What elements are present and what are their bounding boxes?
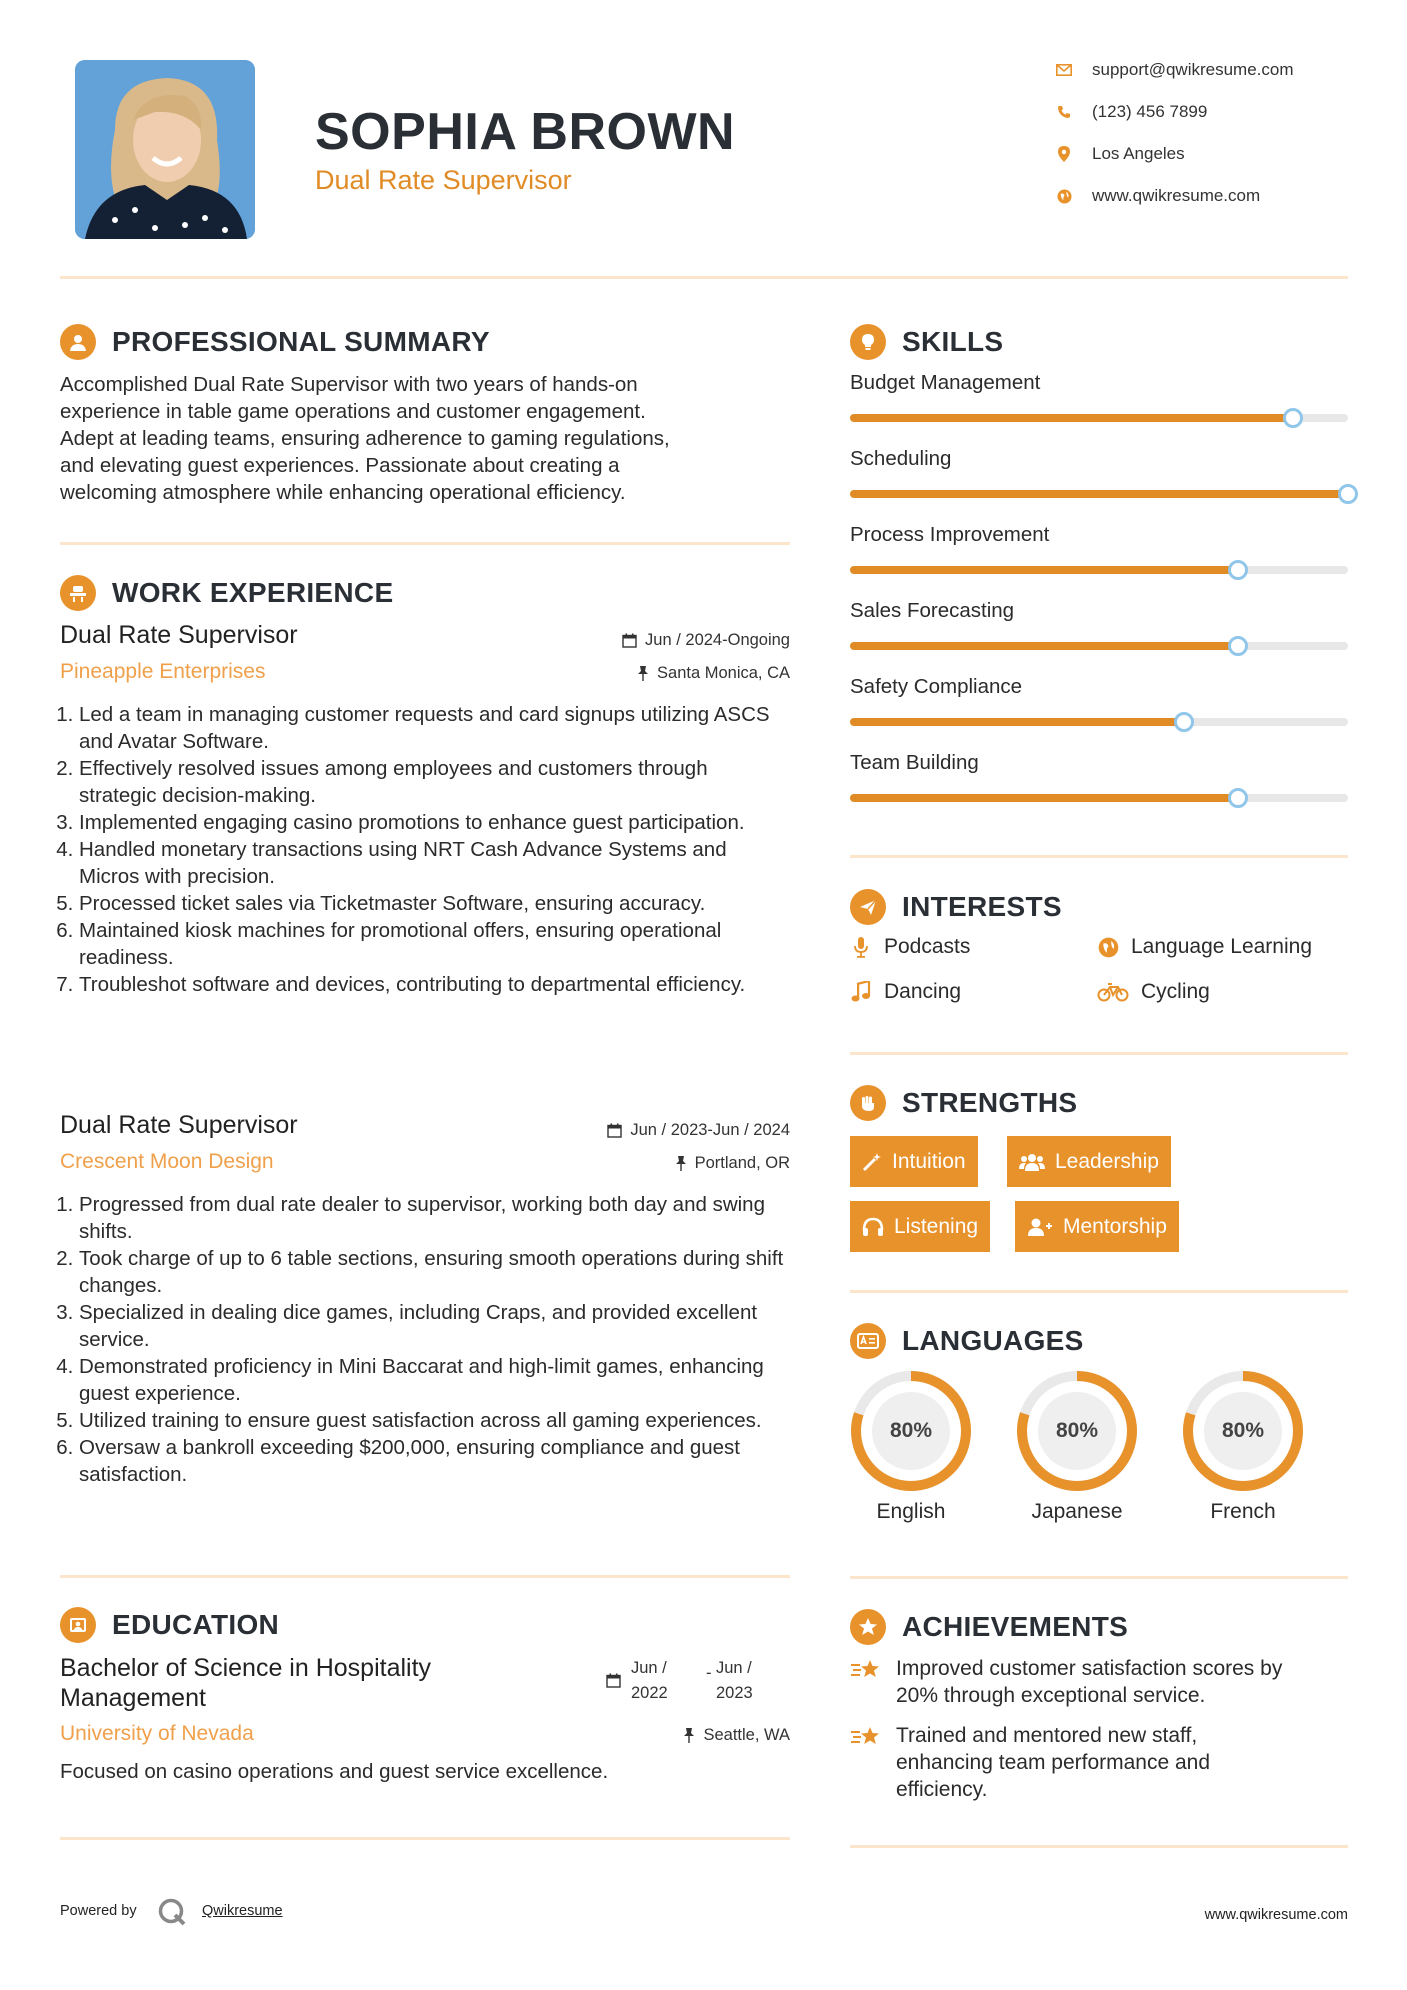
language-name: English <box>876 1500 946 1523</box>
footer-url[interactable]: www.qwikresume.com <box>1204 1907 1348 1923</box>
interest-item <box>850 980 961 1004</box>
skill-name: Team Building <box>850 751 979 774</box>
education-heading <box>60 1607 279 1643</box>
strength-tag <box>1007 1136 1171 1187</box>
section-divider <box>850 1290 1348 1293</box>
interest-label: Dancing <box>884 980 962 1003</box>
strength-tag <box>850 1136 978 1187</box>
job-date <box>500 631 790 650</box>
language-percent: 80% <box>1038 1392 1116 1470</box>
pushpin-icon <box>637 666 649 681</box>
language-name: Japanese <box>1031 1500 1123 1523</box>
globe-icon <box>1056 188 1072 204</box>
strengths-title: STRENGTHS <box>902 1087 1078 1118</box>
list-item: 2. Effectively resolved issues among employees and customers through strategic decision-making. <box>79 755 790 809</box>
date-line: 2022 <box>631 1684 668 1702</box>
bicycle-icon <box>1097 982 1129 1002</box>
summary-line: and elevating guest experiences. Passionate about creating a <box>60 454 620 477</box>
language-ring <box>1182 1370 1304 1492</box>
user-plus-icon <box>1027 1217 1053 1237</box>
skill-name: Budget Management <box>850 371 1041 394</box>
language-percent: 80% <box>872 1392 950 1470</box>
achievements-heading <box>850 1609 1128 1645</box>
achievement-line: efficiency. <box>896 1778 988 1801</box>
headphones-icon <box>862 1217 884 1237</box>
achievement-line: Trained and mentored new staff, <box>896 1724 1198 1747</box>
list-item: 3. Implemented engaging casino promotions to enhance guest participation. <box>79 809 790 836</box>
list-item: 2. Took charge of up to 6 table sections, ensuring smooth operations during shift changes. <box>79 1245 790 1299</box>
calendar-icon <box>622 633 637 648</box>
pushpin-icon <box>683 1728 695 1743</box>
skill-bar <box>850 414 1348 422</box>
contact-phone[interactable] <box>1056 102 1207 122</box>
list-item: 6. Oversaw a bankroll exceeding $200,000, ensuring compliance and guest satisfaction. <box>79 1434 790 1488</box>
language-item <box>1182 1370 1304 1524</box>
language-item <box>850 1370 972 1524</box>
strength-label: Intuition <box>892 1149 966 1173</box>
summary-text <box>60 371 790 506</box>
strength-label: Mentorship <box>1063 1214 1167 1238</box>
calendar-icon <box>606 1673 621 1693</box>
job-date-text: Jun / 2023-Jun / 2024 <box>630 1121 790 1139</box>
job-location-text: Santa Monica, CA <box>657 664 790 682</box>
list-item: 5. Utilized training to ensure guest satisfaction across all gaming experiences. <box>79 1407 790 1434</box>
contact-location <box>1056 144 1185 164</box>
language-card-icon <box>850 1323 886 1359</box>
language-ring <box>1016 1370 1138 1492</box>
skill-bar-fill <box>850 490 1348 498</box>
interest-label: Cycling <box>1141 980 1210 1003</box>
interests-heading <box>850 889 1062 925</box>
lightbulb-icon <box>850 324 886 360</box>
education-title: EDUCATION <box>112 1609 280 1640</box>
degree-line: Management <box>60 1684 206 1712</box>
summary-line: Accomplished Dual Rate Supervisor with two years of hands-on <box>60 373 638 396</box>
achievements-title: ACHIEVEMENTS <box>902 1611 1129 1642</box>
candidate-name: SOPHIA BROWN <box>315 103 736 161</box>
strength-label: Leadership <box>1055 1149 1159 1173</box>
contact-website-text: www.qwikresume.com <box>1092 186 1261 205</box>
paper-plane-icon <box>850 889 886 925</box>
job-location <box>500 1154 790 1173</box>
job-date <box>500 1121 790 1140</box>
shooting-star-icon <box>850 1655 884 1709</box>
pushpin-icon <box>675 1156 687 1171</box>
interest-label: Language Learning <box>1131 935 1313 958</box>
envelope-icon <box>1056 62 1072 78</box>
degree-title <box>60 1653 431 1713</box>
fist-icon <box>850 1085 886 1121</box>
candidate-role: Dual Rate Supervisor <box>315 165 572 195</box>
users-icon <box>1019 1152 1045 1172</box>
education-description: Focused on casino operations and guest service excellence. <box>60 1760 609 1783</box>
shooting-star-icon <box>850 1722 884 1803</box>
interest-label: Podcasts <box>884 935 971 958</box>
strength-tag <box>1015 1201 1179 1252</box>
list-item: 5. Processed ticket sales via Ticketmaster Software, ensuring accuracy. <box>79 890 790 917</box>
summary-heading <box>60 324 490 360</box>
contact-website[interactable] <box>1056 186 1260 206</box>
skill-bar-knob <box>1228 788 1248 808</box>
job-bullets <box>60 1191 790 1488</box>
contact-location-text: Los Angeles <box>1092 144 1185 163</box>
skill-bar <box>850 642 1348 650</box>
section-divider <box>850 1052 1348 1055</box>
degree-line: Bachelor of Science in Hospitality <box>60 1654 432 1682</box>
job-location-text: Portland, OR <box>694 1154 790 1172</box>
list-item: 4. Demonstrated proficiency in Mini Baccarat and high-limit games, enhancing guest experience. <box>79 1353 790 1407</box>
skill-bar-knob <box>1283 408 1303 428</box>
list-item: 1. Led a team in managing customer requests and card signups utilizing ASCS and Avatar Software. <box>79 701 790 755</box>
education-location-text: Seattle, WA <box>703 1726 790 1744</box>
music-note-icon <box>850 981 872 1003</box>
graduation-icon <box>60 1607 96 1643</box>
achievement-text <box>896 1722 1210 1803</box>
strength-tag <box>850 1201 990 1252</box>
school-name: University of Nevada <box>60 1722 254 1745</box>
skill-bar <box>850 794 1348 802</box>
qwikresume-logo-icon <box>157 1897 187 1932</box>
achievement-text <box>896 1655 1282 1709</box>
globe-icon <box>1097 937 1119 958</box>
phone-icon <box>1056 104 1072 120</box>
education-end-date <box>716 1656 753 1706</box>
date-line: Jun / <box>716 1659 752 1677</box>
languages-title: LANGUAGES <box>902 1325 1084 1356</box>
summary-line: Adept at leading teams, ensuring adherence to gaming regulations, <box>60 427 670 450</box>
achievement-item <box>850 1722 1348 1803</box>
section-divider <box>850 1576 1348 1579</box>
contact-phone-text: (123) 456 7899 <box>1092 102 1208 121</box>
summary-title: PROFESSIONAL SUMMARY <box>112 326 490 357</box>
skill-bar <box>850 490 1348 498</box>
skill-bar-fill <box>850 642 1238 650</box>
language-ring <box>850 1370 972 1492</box>
job-company: Crescent Moon Design <box>60 1150 274 1173</box>
education-start-date <box>631 1656 668 1706</box>
achievement-line: 20% through exceptional service. <box>896 1684 1206 1707</box>
skill-name: Sales Forecasting <box>850 599 1015 622</box>
section-divider <box>60 1575 790 1578</box>
section-divider <box>60 1837 790 1840</box>
achievement-item <box>850 1655 1348 1709</box>
contact-email-text: support@qwikresume.com <box>1092 60 1294 79</box>
strength-label: Listening <box>894 1214 979 1238</box>
job-company: Pineapple Enterprises <box>60 660 266 683</box>
skill-bar-fill <box>850 794 1238 802</box>
magic-wand-icon <box>862 1152 882 1172</box>
map-pin-icon <box>1056 146 1072 162</box>
powered-by-label: Powered by <box>60 1903 137 1919</box>
skill-bar-knob <box>1228 636 1248 656</box>
calendar-icon <box>607 1123 622 1138</box>
job-title: Dual Rate Supervisor <box>60 1111 298 1139</box>
job-location <box>500 664 790 683</box>
list-item: 4. Handled monetary transactions using NRT Cash Advance Systems and Micros with precision. <box>79 836 790 890</box>
star-badge-icon <box>850 1609 886 1645</box>
skill-name: Scheduling <box>850 447 952 470</box>
interest-item <box>1097 980 1210 1004</box>
skill-bar-fill <box>850 718 1184 726</box>
skill-bar-fill <box>850 566 1238 574</box>
profile-photo <box>75 60 255 239</box>
section-divider <box>850 855 1348 858</box>
achievement-line: enhancing team performance and <box>896 1751 1211 1774</box>
date-separator: - <box>706 1664 712 1682</box>
user-icon <box>60 324 96 360</box>
language-item <box>1016 1370 1138 1524</box>
list-item: 1. Progressed from dual rate dealer to supervisor, working both day and swing shifts. <box>79 1191 790 1245</box>
education-location <box>500 1726 790 1745</box>
section-divider <box>850 1845 1348 1848</box>
job-title: Dual Rate Supervisor <box>60 621 298 649</box>
skill-bar-knob <box>1228 560 1248 580</box>
language-percent: 80% <box>1204 1392 1282 1470</box>
header-divider <box>60 276 1348 279</box>
list-item: 3. Specialized in dealing dice games, including Craps, and provided excellent service. <box>79 1299 790 1353</box>
list-item: 7. Troubleshot software and devices, contributing to departmental efficiency. <box>79 971 790 998</box>
briefcase-icon <box>60 575 96 611</box>
list-item: 6. Maintained kiosk machines for promotional offers, ensuring operational readiness. <box>79 917 790 971</box>
skill-bar <box>850 566 1348 574</box>
date-line: 2023 <box>716 1684 753 1702</box>
work-heading <box>60 575 393 611</box>
skill-bar-knob <box>1338 484 1358 504</box>
summary-line: welcoming atmosphere while enhancing operational efficiency. <box>60 481 626 504</box>
skills-title: SKILLS <box>902 326 1004 357</box>
skills-heading <box>850 324 1003 360</box>
interests-title: INTERESTS <box>902 891 1062 922</box>
section-divider <box>60 542 790 545</box>
interest-item <box>850 935 970 959</box>
interest-item <box>1097 935 1312 959</box>
languages-heading <box>850 1323 1084 1359</box>
skill-bar-knob <box>1174 712 1194 732</box>
work-title: WORK EXPERIENCE <box>112 577 394 608</box>
microphone-icon <box>850 936 872 958</box>
skill-bar <box>850 718 1348 726</box>
contact-email[interactable] <box>1056 60 1294 80</box>
date-line: Jun / <box>631 1659 667 1677</box>
skill-name: Safety Compliance <box>850 675 1023 698</box>
language-name: French <box>1210 1500 1276 1523</box>
qwikresume-link[interactable]: Qwikresume <box>202 1903 283 1919</box>
strengths-heading <box>850 1085 1077 1121</box>
skill-bar-fill <box>850 414 1293 422</box>
job-date-text: Jun / 2024-Ongoing <box>645 631 790 649</box>
achievement-line: Improved customer satisfaction scores by <box>896 1657 1283 1680</box>
summary-line: experience in table game operations and customer engagement. <box>60 400 646 423</box>
skill-name: Process Improvement <box>850 523 1050 546</box>
job-bullets <box>60 701 790 998</box>
